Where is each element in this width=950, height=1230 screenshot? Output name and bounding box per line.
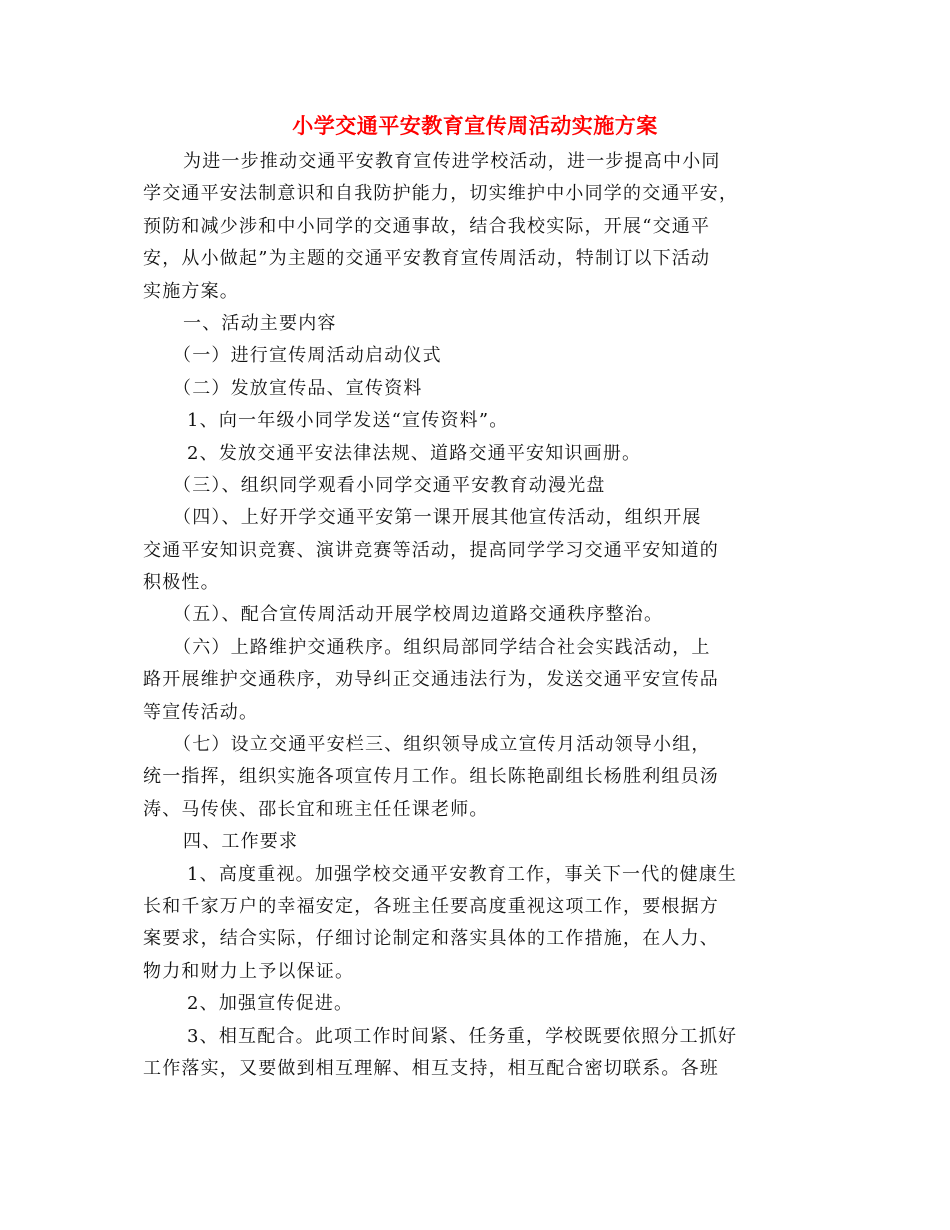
paragraph-line: 一、活动主要内容 [183,312,337,334]
paragraph-line: 积极性。 [143,572,220,594]
paragraph-line: 为进一步推动交通平安教育宣传进学校活动，进一步提高中小同 [183,151,721,172]
paragraph-line: 统一指挥，组织实施各项宣传月工作。组长陈艳副组长杨胜利组员汤 [143,766,719,788]
paragraph-line: 1、向一年级小同学发送“宣传资料”。 [187,410,509,432]
paragraph-line: （三）、组织同学观看小同学交通平安教育动漫光盘 [173,474,606,496]
paragraph-line: 长和千家万户的幸福安定，各班主任要高度重视这项工作，要根据方 [143,895,719,917]
paragraph-line: 1、高度重视。加强学校交通平安教育工作，事关下一代的健康生 [187,863,738,885]
paragraph-line: （二）发放宣传品、宣传资料 [173,377,423,399]
paragraph-line: 案要求，结合实际，仔细讨论制定和落实具体的工作措施，在人力、 [143,928,719,950]
paragraph-line: 实施方案。 [143,280,239,302]
paragraph-line: 2、发放交通平安法律法规、道路交通平安知识画册。 [187,442,642,464]
paragraph-line: （六）上路维护交通秩序。组织局部同学结合社会实践活动，上 [173,636,711,658]
paragraph-line: 学交通平安法制意识和自我防护能力，切实维护中小同学的交通平安， [143,183,739,205]
paragraph-line: （四）、上好开学交通平安第一课开展其他宣传活动，组织开展 [173,507,702,529]
paragraph-line: 路开展维护交通秩序，劝导纠正交通违法行为，发送交通平安宣传品 [143,669,719,691]
paragraph-line: （一）进行宣传周活动启动仪式 [173,345,442,367]
paragraph-line: 物力和财力上予以保证。 [143,960,355,982]
paragraph-line: 3、相互配合。此项工作时间紧、任务重，学校既要依照分工抓好 [187,1025,738,1047]
paragraph-line: 预防和减少涉和中小同学的交通事故，结合我校实际，开展“交通平 [143,215,711,237]
paragraph-line: 交通平安知识竞赛、演讲竞赛等活动，提高同学学习交通平安知道的 [143,539,719,561]
document-title: 小学交通平安教育宣传周活动实施方案 [292,113,658,138]
paragraph-line: （七）设立交通平安栏三、组织领导成立宣传月活动领导小组， [173,734,711,756]
paragraph-line: 四、工作要求 [183,831,299,853]
paragraph-line: 工作落实，又要做到相互理解、相互支持，相互配合密切联系。各班 [143,1057,719,1079]
document-body [143,146,813,1085]
paragraph-line: 安，从小做起”为主题的交通平安教育宣传周活动，特制订以下活动 [143,248,711,270]
paragraph-line: 2、加强宣传促进。 [187,993,354,1015]
paragraph-line: （五）、配合宣传周活动开展学校周边道路交通秩序整治。 [173,604,664,626]
paragraph-line: 涛、马传侠、邵长宜和班主任任课老师。 [143,798,489,820]
paragraph-line: 等宣传活动。 [143,701,259,723]
